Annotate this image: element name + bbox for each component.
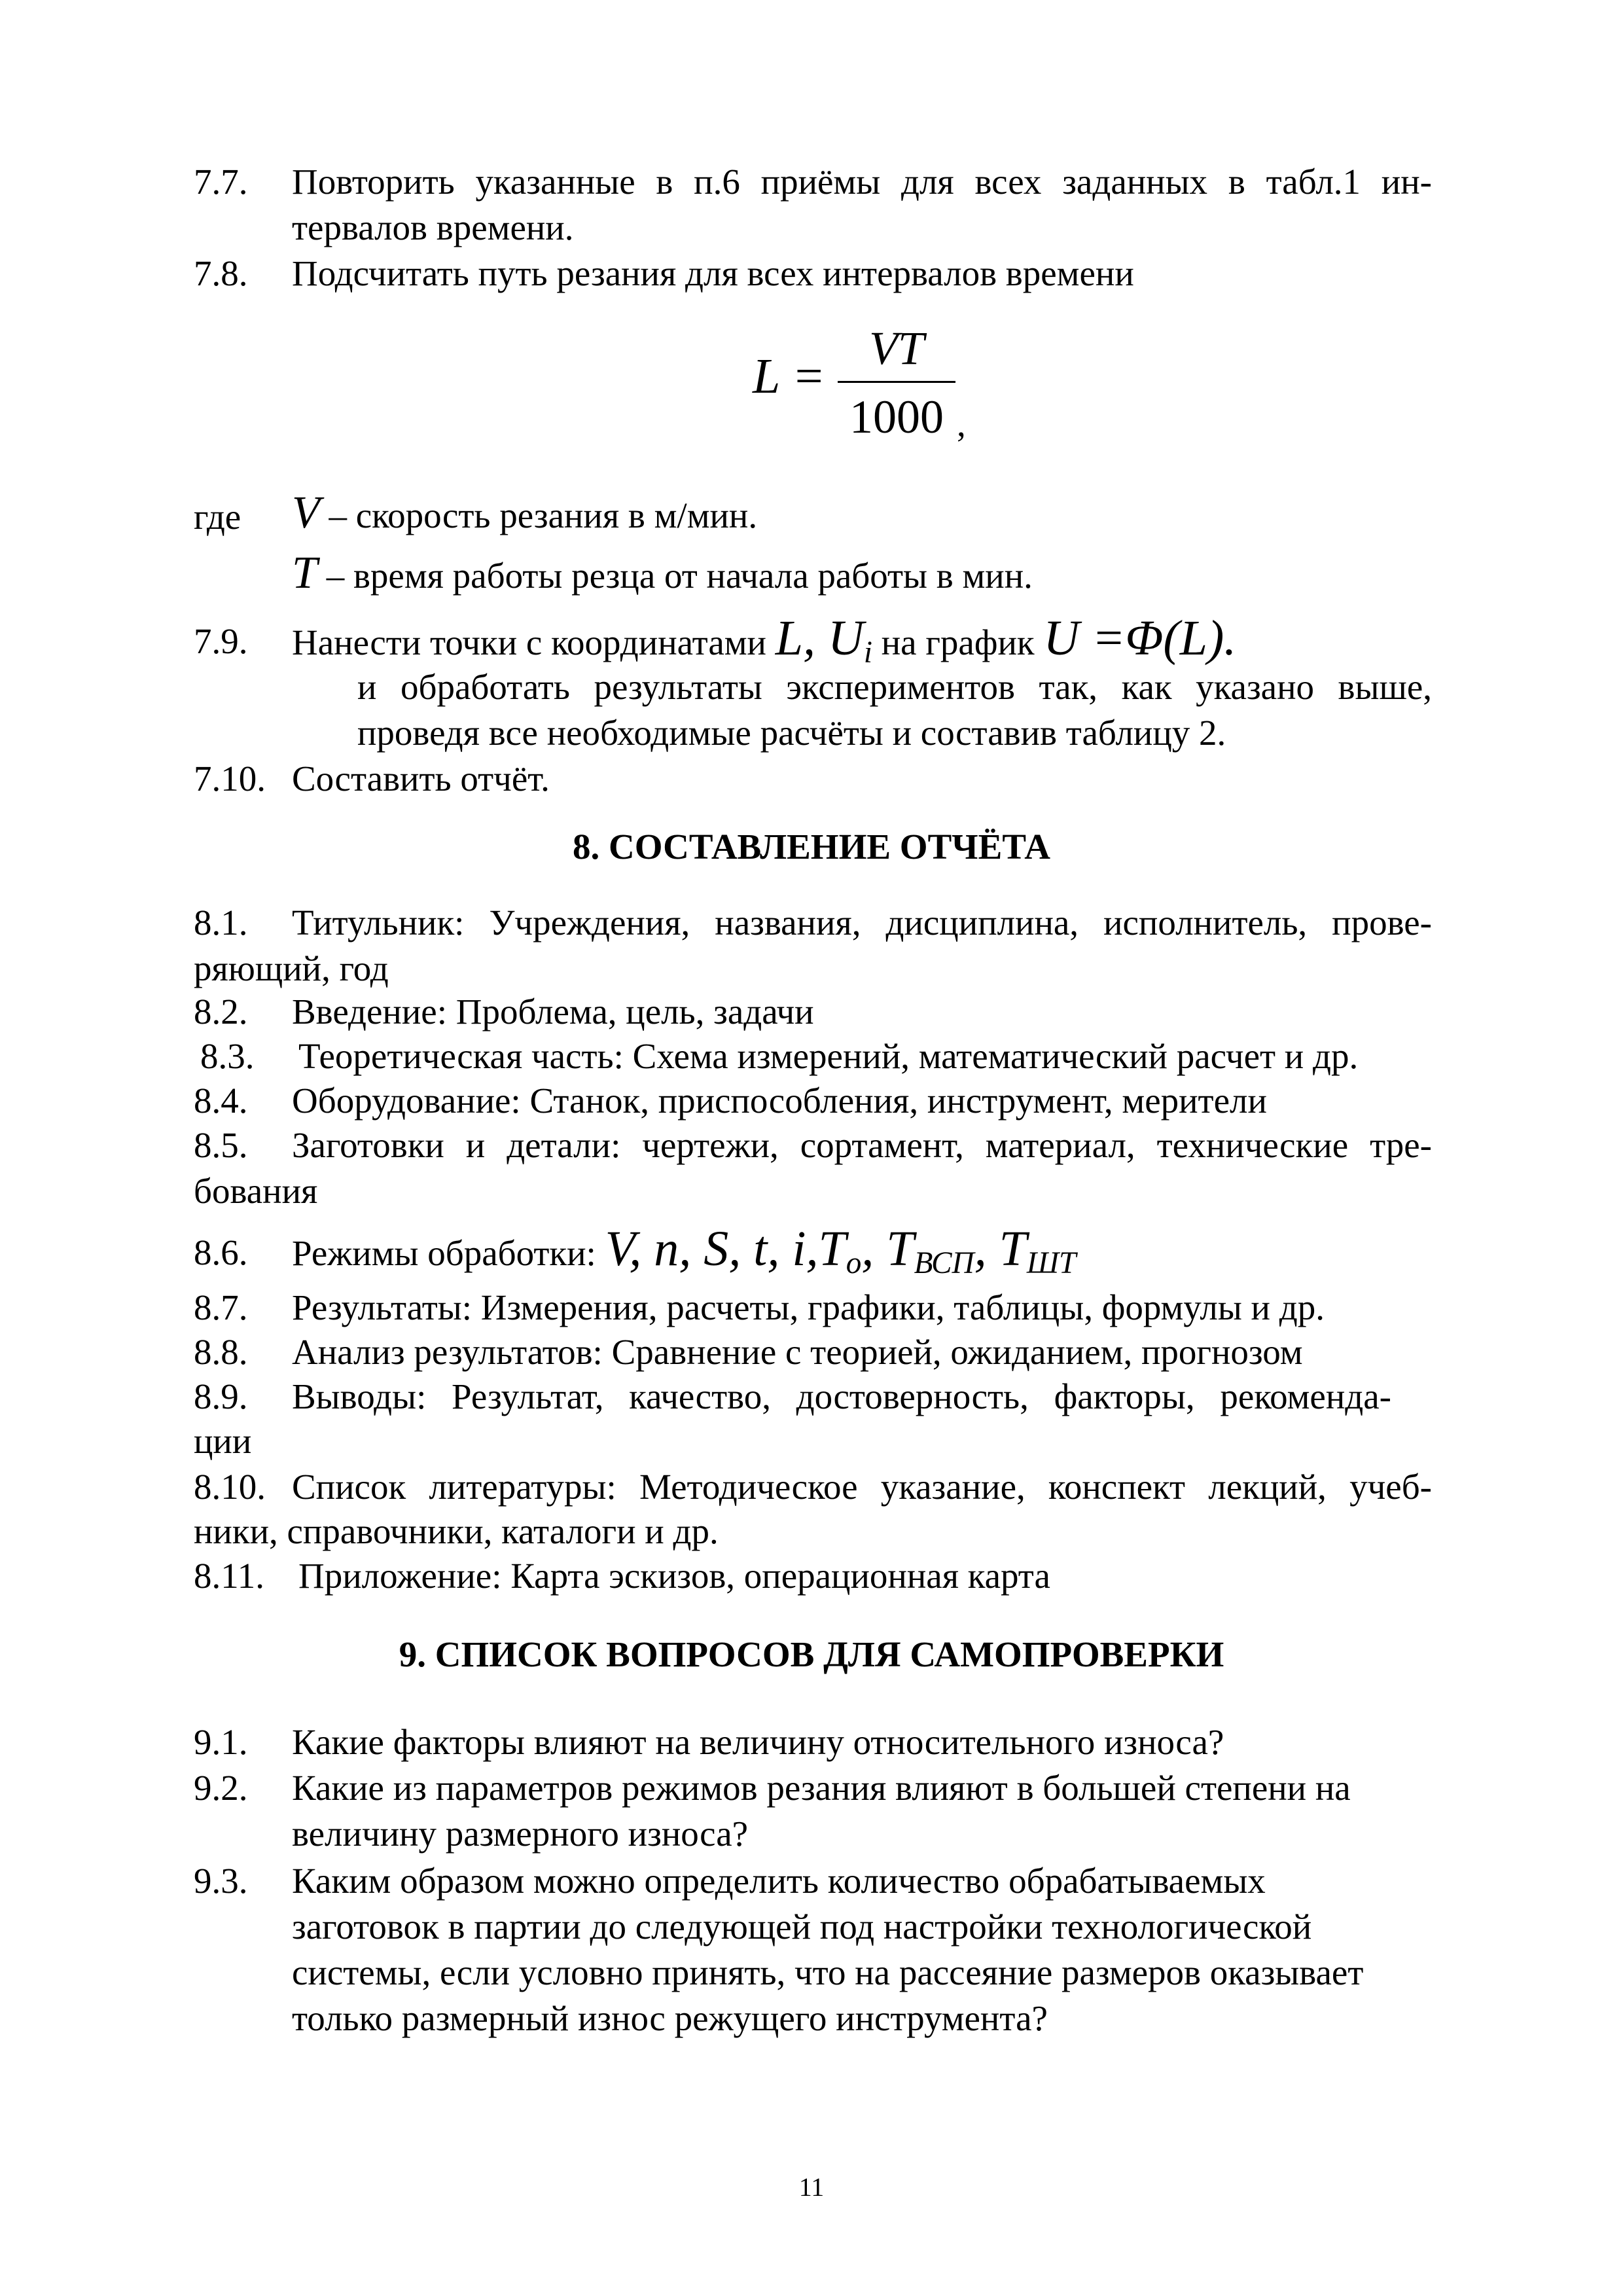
item-7-8-text: Подсчитать путь резания для всех интервалов времени xyxy=(292,253,1134,293)
item-8-10-text: Список литературы: Методическое указание, конспект лекций, учеб- xyxy=(292,1467,1432,1507)
item-7-9-text-b: на график xyxy=(881,622,1035,662)
item-8-10-number: 8.10. xyxy=(194,1467,266,1507)
item-8-7-number: 8.7. xyxy=(194,1287,248,1327)
formula-numerator: VT xyxy=(868,322,925,374)
section-9-heading: 9. СПИСОК ВОПРОСОВ ДЛЯ САМОПРОВЕРКИ xyxy=(399,1634,1224,1674)
item-9-3-text: Каким образом можно определить количество обрабатываемых xyxy=(292,1861,1266,1901)
item-9-2-text: Какие из параметров режимов резания влияют в большей степени на xyxy=(292,1768,1351,1808)
item-8-6-line xyxy=(292,1217,1076,1285)
formula-lhs-text: L = xyxy=(753,349,826,404)
item-7-7-text-cont: тервалов времени. xyxy=(292,207,574,247)
item-8-1-text-cont: ряющий, год xyxy=(194,948,389,988)
item-8-5-text-cont: бования xyxy=(194,1171,318,1211)
modes-sep-2: , T xyxy=(974,1221,1027,1276)
section-8-heading: 8. СОСТАВЛЕНИЕ ОТЧЁТА xyxy=(573,827,1050,867)
item-8-6-text: Режимы обработки: xyxy=(292,1233,596,1273)
item-8-9-text: Выводы: Результат, качество, достоверность, факторы, рекоменда- xyxy=(292,1376,1391,1416)
item-9-3-text-cont-1: заготовок в партии до следующей под настройки технологической xyxy=(292,1907,1312,1946)
item-9-2-text-cont: величину размерного износа? xyxy=(292,1814,749,1854)
where-v-text: – скорость резания в м/мин. xyxy=(329,495,758,535)
item-8-1-number: 8.1. xyxy=(194,903,248,942)
item-8-3-text: Теоретическая часть: Схема измерений, математический расчет и др. xyxy=(298,1036,1359,1076)
where-label: где xyxy=(194,497,241,537)
item-7-10-number: 7.10. xyxy=(194,759,266,798)
item-8-11-text: Приложение: Карта эскизов, операционная карта xyxy=(298,1556,1050,1596)
formula-lhs xyxy=(753,347,825,406)
item-7-9-text-a: Нанести точки с координатами xyxy=(292,622,766,662)
modes-sub-o: o xyxy=(846,1246,862,1280)
page-number: 11 xyxy=(798,2172,825,2202)
item-7-7-number: 7.7. xyxy=(194,162,248,202)
item-7-10-text: Составить отчёт. xyxy=(292,759,550,798)
item-8-5-text: Заготовки и детали: чертежи, сортамент, материал, технические тре- xyxy=(292,1125,1432,1165)
where-v-line xyxy=(292,486,757,543)
symbol-v: V xyxy=(292,488,320,538)
item-9-2-number: 9.2. xyxy=(194,1768,248,1808)
fraction-bar xyxy=(838,381,955,383)
item-9-1-number: 9.1. xyxy=(194,1722,248,1762)
modes-main: V, n, S, t, i,T xyxy=(605,1221,846,1276)
item-8-10-text-cont: ники, справочники, каталоги и др. xyxy=(194,1511,719,1551)
item-8-2-text: Введение: Проблема, цель, задачи xyxy=(292,992,814,1031)
where-t-text: – время работы резца от начала работы в мин. xyxy=(326,556,1033,596)
item-7-9-text xyxy=(292,609,1236,672)
cutting-modes-formula xyxy=(605,1221,1077,1280)
formula-denominator: 1000 xyxy=(849,391,944,443)
item-8-11-number: 8.11. xyxy=(194,1556,264,1596)
modes-sub-sht: ШТ xyxy=(1026,1246,1077,1280)
item-7-9-number: 7.9. xyxy=(194,621,248,661)
formula-trailing-comma: , xyxy=(957,404,966,444)
where-t-line xyxy=(292,546,1033,603)
item-7-9-cont-1: и обработать результаты экспериментов так, как указано выше, xyxy=(357,667,1432,707)
modes-sep-1: , T xyxy=(861,1221,914,1276)
item-9-3-text-cont-3: только размерный износ режущего инструмента? xyxy=(292,1998,1048,2038)
item-8-4-number: 8.4. xyxy=(194,1081,248,1121)
item-9-3-number: 9.3. xyxy=(194,1861,248,1901)
item-7-9-cont-2: проведя все необходимые расчёты и составив таблицу 2. xyxy=(357,713,1226,753)
modes-sub-vsp: ВСП xyxy=(914,1246,974,1280)
symbol-t: T xyxy=(292,548,317,598)
formula-fraction xyxy=(838,322,955,443)
item-8-7-text: Результаты: Измерения, расчеты, графики, таблицы, формулы и др. xyxy=(292,1287,1325,1327)
item-7-7-text: Повторить указанные в п.6 приёмы для всех заданных в табл.1 ин- xyxy=(292,162,1432,202)
item-8-3-number: 8.3. xyxy=(200,1036,255,1076)
item-8-1-text: Титульник: Учреждения, названия, дисциплина, исполнитель, прове- xyxy=(292,903,1432,942)
item-8-8-number: 8.8. xyxy=(194,1332,248,1372)
item-8-5-number: 8.5. xyxy=(194,1125,248,1165)
item-7-8-number: 7.8. xyxy=(194,253,248,293)
item-8-2-number: 8.2. xyxy=(194,992,248,1031)
coords-l-u-text: L, U xyxy=(775,611,864,666)
graph-expression: U =Φ(L). xyxy=(1043,611,1237,666)
item-8-9-number: 8.9. xyxy=(194,1376,248,1416)
item-9-3-text-cont-2: системы, если условно принять, что на рассеяние размеров оказывает xyxy=(292,1952,1364,1992)
item-9-1-text: Какие факторы влияют на величину относительного износа? xyxy=(292,1722,1224,1762)
item-8-6-number: 8.6. xyxy=(194,1232,248,1272)
item-8-9-text-cont: ции xyxy=(194,1421,252,1461)
item-8-4-text: Оборудование: Станок, приспособления, инструмент, мерители xyxy=(292,1081,1267,1121)
coords-l-u xyxy=(775,611,872,670)
coords-sub-i: i xyxy=(863,635,872,670)
item-8-8-text: Анализ результатов: Сравнение с теорией, ожиданием, прогнозом xyxy=(292,1332,1303,1372)
